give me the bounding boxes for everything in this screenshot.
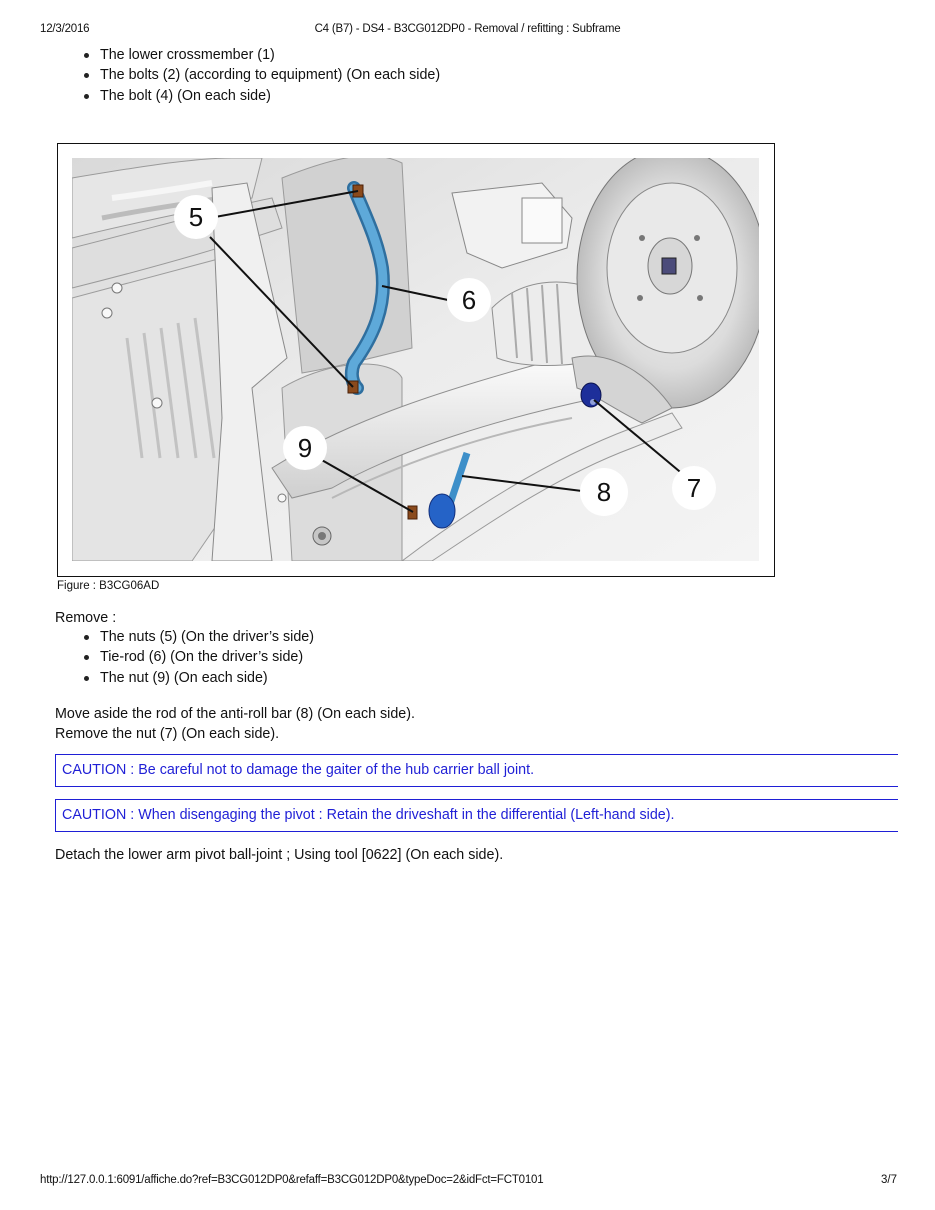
step-remove-nut-7: Remove the nut (7) (On each side). xyxy=(55,726,280,742)
callout-9: 9 xyxy=(297,433,313,463)
list-item: The nuts (5) (On the driver’s side) xyxy=(82,627,314,647)
callout-6: 6 xyxy=(461,285,477,315)
source-url: http://127.0.0.1:6091/affiche.do?ref=B3CG012DP0&refaff=B3CG012DP0&typeDoc=2&idFct=FCT0101 xyxy=(40,1174,544,1186)
remove-heading: Remove : xyxy=(55,610,117,626)
callout-7: 7 xyxy=(686,473,702,503)
step-detach-ball-joint: Detach the lower arm pivot ball-joint ; Using tool [0622] (On each side). xyxy=(55,847,504,863)
removal-list-previous xyxy=(82,45,440,106)
document-title: C4 (B7) - DS4 - B3CG012DP0 - Removal / refitting : Subframe xyxy=(314,23,621,35)
list-item: Tie-rod (6) (On the driver’s side) xyxy=(82,647,314,667)
list-item: The lower crossmember (1) xyxy=(82,45,440,65)
print-date: 12/3/2016 xyxy=(40,23,90,35)
list-item: The bolt (4) (On each side) xyxy=(82,86,440,106)
page-number: 3/7 xyxy=(881,1174,897,1186)
figure-caption: Figure : B3CG06AD xyxy=(57,580,160,592)
subframe-diagram-image xyxy=(72,158,759,561)
caution-driveshaft: CAUTION : When disengaging the pivot : Retain the driveshaft in the differential (Left-hand side). xyxy=(55,799,898,832)
list-item: The nut (9) (On each side) xyxy=(82,668,314,688)
caution-gaiter: CAUTION : Be careful not to damage the gaiter of the hub carrier ball joint. xyxy=(55,754,898,787)
remove-list xyxy=(82,627,314,688)
callout-8: 8 xyxy=(596,477,612,507)
step-move-antiroll-rod: Move aside the rod of the anti-roll bar (8) (On each side). xyxy=(55,706,415,722)
list-item: The bolts (2) (according to equipment) (On each side) xyxy=(82,65,440,85)
callout-5: 5 xyxy=(188,202,204,232)
figure-frame xyxy=(57,143,775,577)
